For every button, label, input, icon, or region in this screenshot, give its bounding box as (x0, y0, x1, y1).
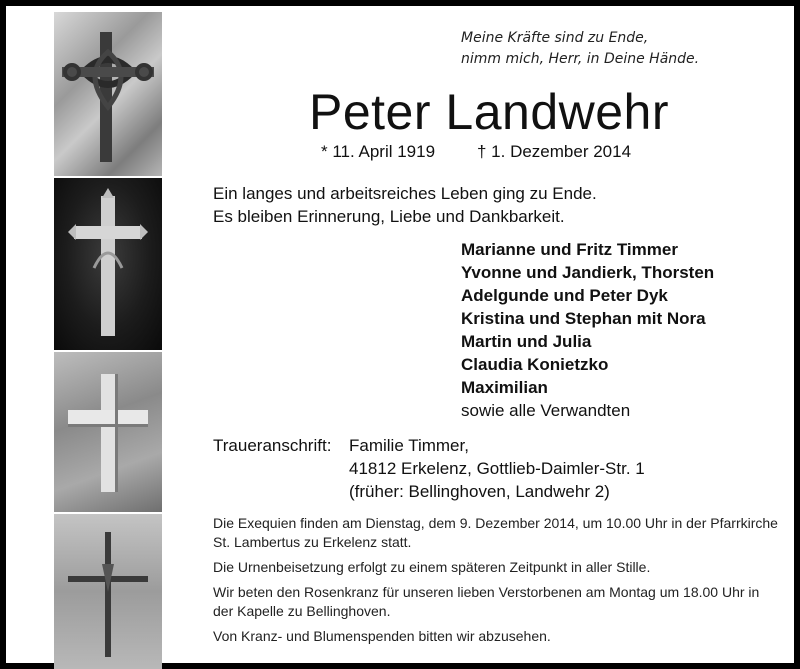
birth-date: * 11. April 1919 (321, 142, 436, 161)
intro-text (213, 182, 597, 228)
deceased-name: Peter Landwehr (309, 84, 670, 140)
funeral-mass-note: Die Exequien finden am Dienstag, dem 9. Dezember 2014, um 10.00 Uhr in der Pfarrkirche St. Lambertus zu Erkelenz statt. (213, 515, 778, 550)
cross-image-strip (54, 12, 162, 669)
intro-line: Ein langes und arbeitsreiches Leben ging zu Ende. (213, 184, 597, 203)
death-date: † 1. Dezember 2014 (477, 142, 632, 161)
quote-line: nimm mich, Herr, in Deine Hände. (461, 51, 700, 67)
service-notes (213, 514, 783, 652)
engraved-cross-icon (54, 514, 162, 669)
gothic-cross-panel (54, 178, 162, 350)
stone-cross-panel (54, 352, 162, 512)
rosary-note: Wir beten den Rosenkranz für unseren lieben Verstorbenen am Montag um 18.00 Uhr in der Kapelle zu Bellinghoven. (213, 584, 760, 619)
intro-line: Es bleiben Erinnerung, Liebe und Dankbarkeit. (213, 207, 565, 226)
mourner-entry: Martin und Julia (461, 332, 592, 351)
mourner-entry: Maximilian (461, 378, 548, 397)
epigraph-quote (461, 28, 761, 70)
mourner-entry: Claudia Konietzko (461, 355, 609, 374)
mourner-entry: Marianne und Fritz Timmer (461, 240, 678, 259)
address-lines (349, 434, 645, 503)
quote-line: Meine Kräfte sind zu Ende, (461, 30, 649, 46)
relatives-closing: sowie alle Verwandten (461, 401, 631, 420)
address-line: (früher: Bellinghoven, Landwehr 2) (349, 482, 610, 501)
mourner-entry: Adelgunde und Peter Dyk (461, 286, 668, 305)
wrought-iron-cross-icon (54, 12, 162, 176)
stone-cross-icon (54, 352, 162, 512)
gothic-cross-icon (54, 178, 162, 350)
engraved-cross-panel (54, 514, 162, 669)
mourner-entry: Yvonne und Jandierk, Thorsten (461, 263, 715, 282)
mourners-list (461, 238, 714, 422)
wrought-iron-cross-panel (54, 12, 162, 176)
address-label: Traueranschrift: (213, 436, 332, 455)
flowers-note: Von Kranz- und Blumenspenden bitten wir abzusehen. (213, 628, 551, 644)
address-line: Familie Timmer, (349, 436, 469, 455)
address-line: 41812 Erkelenz, Gottlieb-Daimler-Str. 1 (349, 459, 645, 478)
urn-burial-note: Die Urnenbeisetzung erfolgt zu einem späteren Zeitpunkt in aller Stille. (213, 559, 651, 575)
mourner-entry: Kristina und Stephan mit Nora (461, 309, 706, 328)
